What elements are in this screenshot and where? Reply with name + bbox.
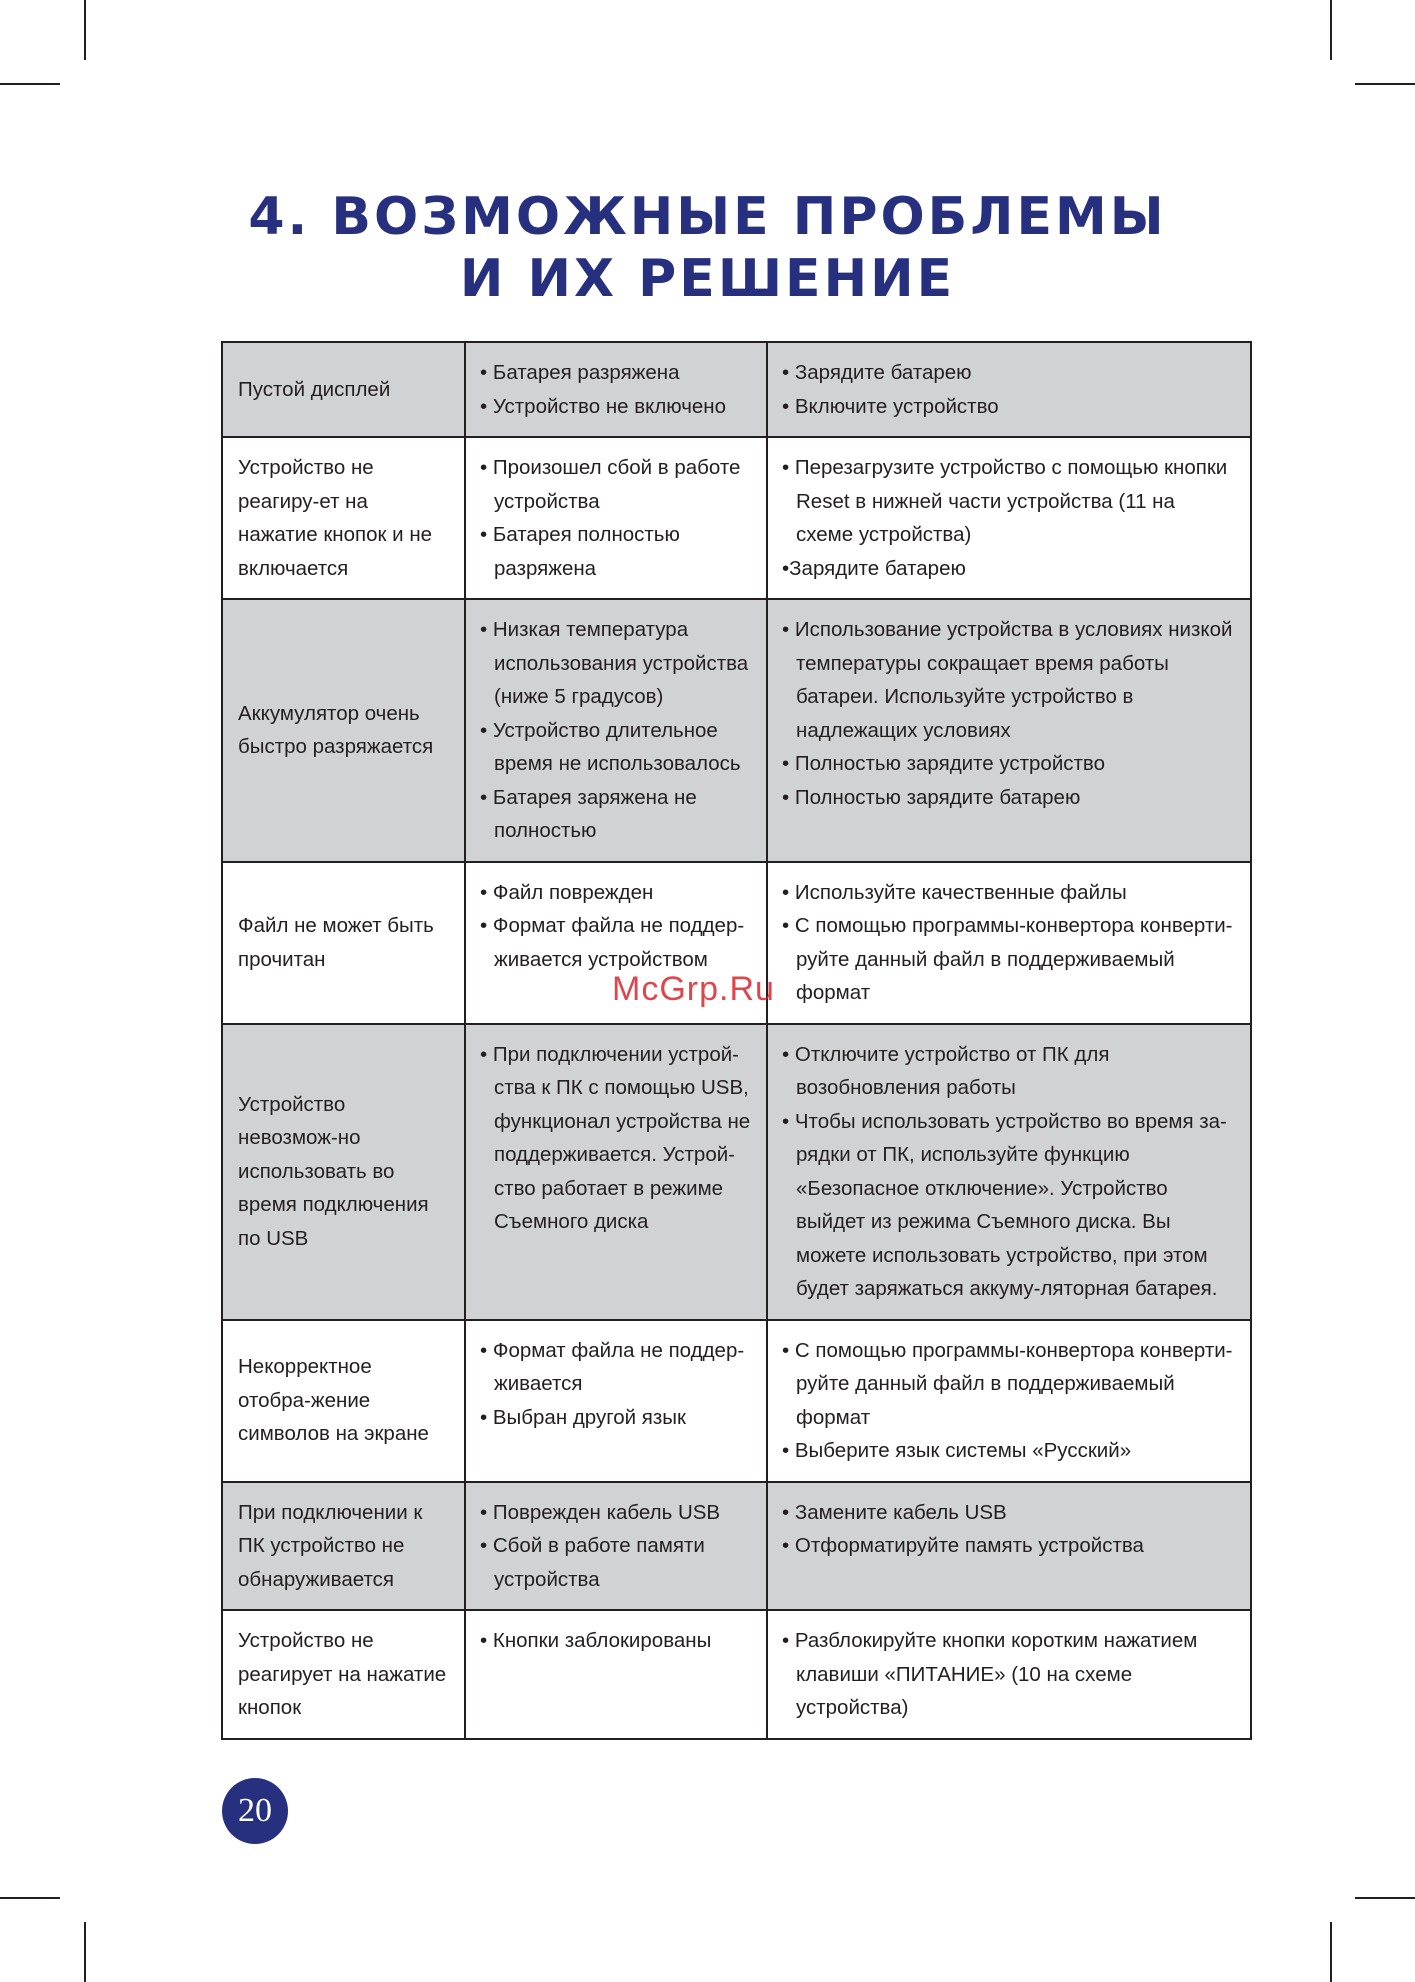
solution-item: • С помощью программы-конвертора конверти-руйте данный файл в поддерживаемый формат <box>782 1338 1233 1429</box>
problem-cell: Устройство не реагирует на нажатие кнопок <box>222 1610 465 1739</box>
cause-item: • Устройство не включено <box>480 394 727 418</box>
crop-mark <box>1355 83 1415 85</box>
solution-item: • Использование устройства в условиях низкой температуры сокращает время работы батареи. Используйте устройство в надлежащих условиях <box>782 618 1233 742</box>
solution-item: • Полностью зарядите батарею <box>782 785 1081 809</box>
solution-cell <box>767 862 1251 1024</box>
table-row <box>222 437 1251 599</box>
cause-item: • Устройство длительное время не использовалось <box>480 718 741 775</box>
table-row <box>222 1320 1251 1482</box>
troubleshooting-table <box>221 341 1252 1740</box>
problem-cell: Некорректное отобра-жение символов на экране <box>222 1320 465 1482</box>
cause-item: • Выбран другой язык <box>480 1405 687 1429</box>
cause-item: • При подключении устрой-ства к ПК с помощью USB, функционал устройства не поддерживается. Устрой-ство работает в режиме Съемного диска <box>480 1042 751 1233</box>
solution-item: • Перезагрузите устройство с помощью кнопки Reset в нижней части устройства (11 на схеме устройства) <box>782 456 1228 546</box>
solution-item: • Отключите устройство от ПК для возобновления работы <box>782 1042 1110 1099</box>
cause-cell <box>465 1482 767 1611</box>
solution-item: • Чтобы использовать устройство во время за-рядки от ПК, используйте функцию «Безопасное отключение». Устройство выйдет из режима Съемного диска. Вы можете использовать устройство, при этом будет заряжаться аккуму-ляторная батарея. <box>782 1109 1227 1300</box>
solution-item: • С помощью программы-конвертора конверти-руйте данный файл в поддерживаемый формат <box>782 914 1233 1004</box>
crop-mark <box>84 0 86 60</box>
solution-cell <box>767 437 1251 599</box>
table-row <box>222 1482 1251 1611</box>
crop-mark <box>1330 1922 1332 1982</box>
cause-cell <box>465 437 767 599</box>
page-title <box>0 186 1415 310</box>
table-row <box>222 1610 1251 1739</box>
crop-mark <box>1355 1897 1415 1899</box>
cause-item: • Батарея заряжена не полностью <box>480 785 697 842</box>
solution-item: • Зарядите батарею <box>782 361 972 384</box>
page-title-line-2: И ИХ РЕШЕНИЕ <box>459 249 956 309</box>
cause-cell <box>465 599 767 862</box>
cause-cell <box>465 1024 767 1320</box>
solution-item: • Выберите язык системы «Русский» <box>782 1439 1132 1462</box>
cause-item: • Произошел сбой в работе устройства <box>480 456 741 513</box>
cause-cell <box>465 1610 767 1739</box>
problem-cell: Устройство не реагиру-ет на нажатие кнопок и не включается <box>222 437 465 599</box>
cause-item: • Кнопки заблокированы <box>480 1629 712 1652</box>
solution-item: • Полностью зарядите устройство <box>782 752 1105 775</box>
solution-item: • Замените кабель USB <box>782 1500 1007 1524</box>
cause-item: • Батарея разряжена <box>480 361 680 384</box>
solution-item: • Включите устройство <box>782 394 999 418</box>
solution-item: • Разблокируйте кнопки коротким нажатием клавиши «ПИТАНИЕ» (10 на схеме устройства) <box>782 1629 1198 1719</box>
table-row <box>222 342 1251 437</box>
page-number-badge: 20 <box>222 1778 288 1844</box>
solution-cell <box>767 1024 1251 1320</box>
table-row <box>222 1024 1251 1320</box>
solution-item: •Зарядите батарею <box>782 556 966 580</box>
page-title-line-1: 4. ВОЗМОЖНЫЕ ПРОБЛЕМЫ <box>248 187 1167 247</box>
solution-item: • Отформатируйте память устройства <box>782 1534 1144 1557</box>
problem-cell: Устройство невозмож-но использовать во время подключения по USB <box>222 1024 465 1320</box>
cause-cell <box>465 342 767 437</box>
cause-item: • Низкая температура использования устройства (ниже 5 градусов) <box>480 618 749 708</box>
cause-item: • Батарея полностью разряжена <box>480 523 680 580</box>
table-row <box>222 599 1251 862</box>
crop-mark <box>0 83 60 85</box>
crop-mark <box>1330 0 1332 60</box>
cause-item: • Формат файла не поддер-живается устройством <box>480 914 745 971</box>
problem-cell: Файл не может быть прочитан <box>222 862 465 1024</box>
solution-cell <box>767 1610 1251 1739</box>
solution-cell <box>767 1482 1251 1611</box>
watermark: McGrp.Ru <box>612 970 775 1008</box>
cause-item: • Формат файла не поддер-живается <box>480 1338 745 1395</box>
crop-mark <box>0 1897 60 1899</box>
solution-item: • Используйте качественные файлы <box>782 880 1127 904</box>
solution-cell <box>767 599 1251 862</box>
solution-cell <box>767 342 1251 437</box>
cause-cell <box>465 1320 767 1482</box>
cause-item: • Файл поврежден <box>480 880 654 904</box>
problem-cell: При подключении к ПК устройство не обнаруживается <box>222 1482 465 1611</box>
problem-cell: Аккумулятор очень быстро разряжается <box>222 599 465 862</box>
solution-cell <box>767 1320 1251 1482</box>
cause-item: • Поврежден кабель USB <box>480 1500 721 1524</box>
cause-item: • Сбой в работе памяти устройства <box>480 1534 705 1591</box>
problem-cell: Пустой дисплей <box>222 342 465 437</box>
crop-mark <box>84 1922 86 1982</box>
